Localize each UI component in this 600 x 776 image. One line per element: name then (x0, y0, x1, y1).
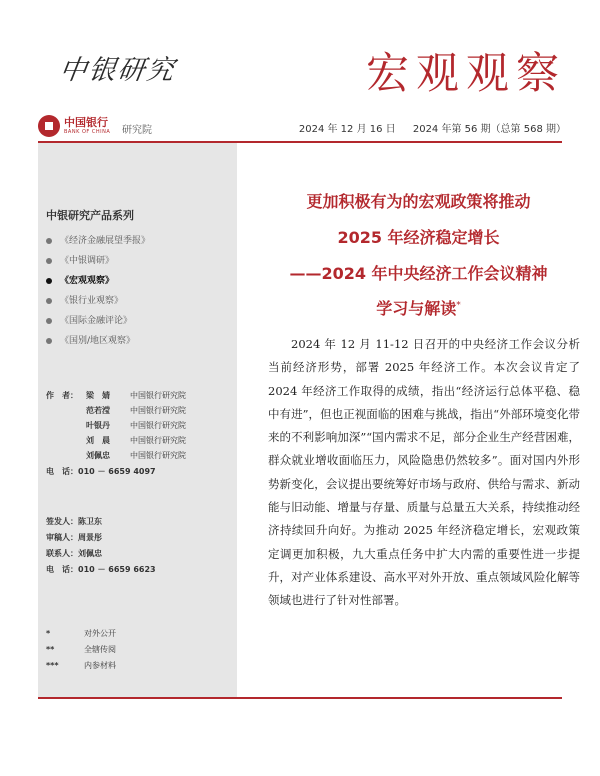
phone-2: 电 话：010 － 6659 6623 (46, 565, 156, 574)
bullet-icon (46, 238, 52, 244)
issuer: 签发人：陈卫东 (46, 517, 102, 526)
secrecy-level: *** 内参材料 (46, 661, 116, 670)
sidebar (38, 143, 237, 698)
article-title-line: 更加积极有为的宏观政策将推动 (306, 192, 531, 211)
series-item[interactable]: 《经济金融展望季报》 (46, 231, 150, 251)
series-list (46, 231, 150, 351)
bullet-icon (46, 278, 52, 284)
secrecy-level: * 对外公开 (46, 629, 116, 638)
reviewer: 审稿人：周景彤 (46, 533, 102, 542)
series-title: 中银研究产品系列 (46, 209, 134, 222)
bank-logo-cn: 中国银行 (64, 116, 108, 129)
secrecy-level: ** 全辖传阅 (46, 645, 116, 654)
bank-emblem-icon (38, 115, 60, 137)
article-title-line: 2025 年经济稳定增长 (337, 228, 500, 247)
series-item-active[interactable]: 《宏观观察》 (46, 271, 150, 291)
footer-rule (38, 697, 562, 699)
bullet-icon (46, 258, 52, 264)
contact: 联系人：刘佩忠 (46, 549, 102, 558)
article-body: 2024 年 12 月 11-12 日召开的中央经济工作会议分析当前经济形势，部署 2025 年经济工作。本次会议肯定了 2024 年经济工作取得的成绩，指出“经济运行总体平稳、稳中有进”，但也正视面临的困难与挑战，指出“外部环境变化带来的不利影响加深”“国内需求不足，部分企业生产经营困难，群众就业增收面临压力，风险隐患仍然较多”。面对国内外形势新变化，会议提出要统筹好市场与政府、供给与需求、新动能与旧动能、增量与存量、质量与总量五大关系，持续推动经济持续回升向好。为推动 2025 年经济稳定增长，宏观政策定调更加积极，九大重点任务中扩大内需的重要性进一步提升，对产业体系建设、高水平对外开放、重点领域风险化解等领域也进行了针对性部署。 (268, 337, 580, 608)
series-item[interactable]: 《国别/地区观察》 (46, 331, 150, 351)
article-subtitle-line: 学习与解读* (376, 299, 461, 318)
bullet-icon (46, 338, 52, 344)
phone-1: 电 话：010 － 6659 4097 (46, 467, 156, 476)
author-row: 范若滢 中国银行研究院 (86, 406, 186, 415)
author-row: 刘佩忠 中国银行研究院 (86, 451, 186, 460)
article-subtitle-line: ——2024 年中央经济工作会议精神 (289, 264, 548, 283)
bullet-icon (46, 298, 52, 304)
masthead-title: 宏观观察 (366, 49, 566, 99)
bank-logo (38, 112, 268, 142)
calligraphy-logo: 中银研究 (57, 55, 178, 86)
author-row: 刘 晨 中国银行研究院 (86, 436, 186, 445)
series-item[interactable]: 《银行业观察》 (46, 291, 150, 311)
series-item[interactable]: 《国际金融评论》 (46, 311, 150, 331)
issue-number: 2024 年第 56 期（总第 568 期） (412, 124, 566, 135)
bullet-icon (46, 318, 52, 324)
author-row: 叶银丹 中国银行研究院 (86, 421, 186, 430)
bank-logo-en: BANK OF CHINA (64, 129, 111, 135)
footnote-mark: * (456, 300, 461, 311)
series-item[interactable]: 《中银调研》 (46, 251, 150, 271)
author-row: 作 者： 梁 婧 中国银行研究院 (46, 391, 186, 400)
dateline (285, 120, 566, 135)
issue-date: 2024 年 12 月 16 日 (298, 124, 396, 135)
institute-label: 研究院 (122, 125, 152, 136)
